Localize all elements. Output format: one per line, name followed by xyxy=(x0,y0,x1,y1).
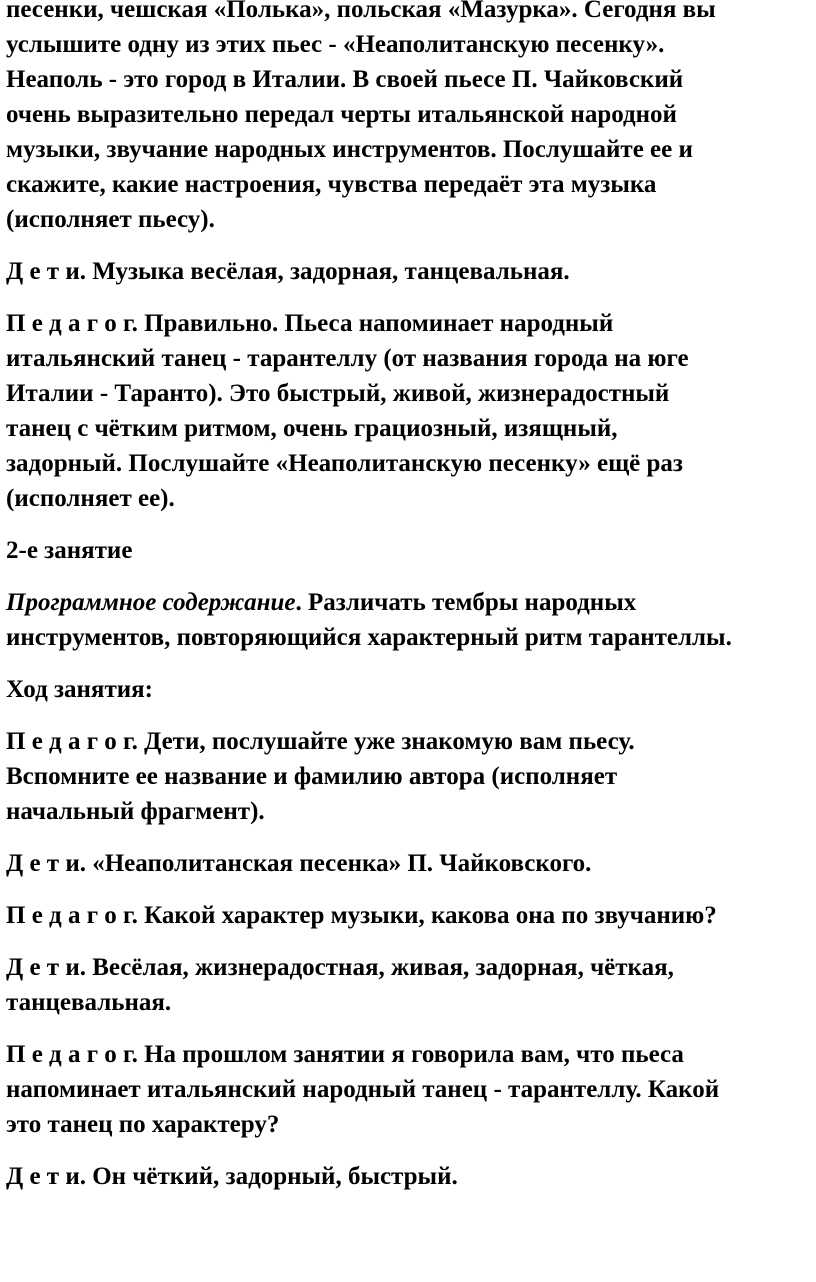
paragraph-lesson-course xyxy=(6,672,812,707)
italic-term: Программное содержание xyxy=(6,589,296,616)
text-line: Вспомните ее название и фамилию автора (исполняет xyxy=(6,763,618,790)
text-line: Д е т и. Весёлая, жизнерадостная, живая, задорная, чёткая, xyxy=(6,954,674,981)
text-line: 2-е занятие xyxy=(6,537,133,564)
text-line: Д е т и. Музыка весёлая, задорная, танцевальная. xyxy=(6,258,570,285)
text-line: (исполняет ее). xyxy=(6,485,175,512)
text-line: услышите одну из этих пьес - «Неаполитанскую песенку». xyxy=(6,31,665,58)
text-line: очень выразительно передал черты итальянской народной xyxy=(6,101,677,128)
text-line: танцевальная. xyxy=(6,989,172,1016)
text-line: задорный. Послушайте «Неаполитанскую песенку» ещё раз xyxy=(6,450,683,477)
text-line: Неаполь - это город в Италии. В своей пьесе П. Чайковский xyxy=(6,66,684,93)
text-line: П е д а г о г. Дети, послушайте уже знакомую вам пьесу. xyxy=(6,728,635,755)
text-line: скажите, какие настроения, чувства передаёт эта музыка xyxy=(6,171,657,198)
text-line: Ход занятия: xyxy=(6,676,153,703)
paragraph-intro xyxy=(6,0,812,237)
text-line: начальный фрагмент). xyxy=(6,798,265,825)
paragraph-program-content xyxy=(6,585,812,655)
text-line: П е д а г о г. Правильно. Пьеса напоминает народный xyxy=(6,310,614,337)
text-line: П е д а г о г. Какой характер музыки, какова она по звучанию? xyxy=(6,902,717,929)
paragraph-children-reply-3 xyxy=(6,950,812,1020)
text-line: это танец по характеру? xyxy=(6,1111,280,1138)
text-line: музыки, звучание народных инструментов. Послушайте ее и xyxy=(6,136,693,163)
paragraph-teacher-4 xyxy=(6,1037,812,1142)
text-line xyxy=(6,585,812,620)
text-line: инструментов, повторяющийся характерный ритм тарантеллы. xyxy=(6,624,732,651)
paragraph-teacher-3 xyxy=(6,898,812,933)
paragraph-children-reply-4 xyxy=(6,1159,812,1194)
text-line: итальянский танец - тарантеллу (от названия города на юге xyxy=(6,345,689,372)
text-line: песенки, чешская «Полька», польская «Мазурка». Сегодня вы xyxy=(6,0,716,23)
text-run: . Различать тембры народных xyxy=(295,589,637,616)
section-heading xyxy=(6,533,812,568)
paragraph-teacher-1 xyxy=(6,306,812,516)
text-line: П е д а г о г. На прошлом занятии я говорила вам, что пьеса xyxy=(6,1041,684,1068)
text-line: Италии - Таранто). Это быстрый, живой, жизнерадостный xyxy=(6,380,670,407)
text-line: напоминает итальянский народный танец - тарантеллу. Какой xyxy=(6,1076,720,1103)
text-line: танец с чётким ритмом, очень грациозный, изящный, xyxy=(6,415,618,442)
paragraph-teacher-2 xyxy=(6,724,812,829)
text-line: (исполняет пьесу). xyxy=(6,206,215,233)
text-line: Д е т и. Он чёткий, задорный, быстрый. xyxy=(6,1163,458,1190)
text-line: Д е т и. «Неаполитанская песенка» П. Чайковского. xyxy=(6,850,592,877)
paragraph-children-reply-2 xyxy=(6,846,812,881)
paragraph-children-reply-1 xyxy=(6,254,812,289)
